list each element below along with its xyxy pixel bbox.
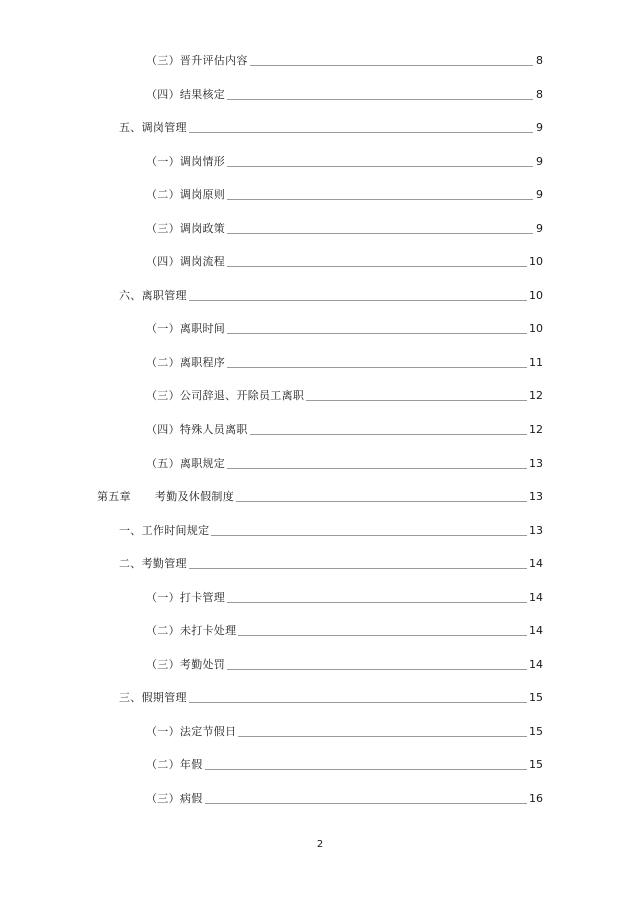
toc-entry-page: 12 — [529, 389, 543, 403]
toc-entry-page: 10 — [529, 288, 543, 302]
toc-leader-line — [189, 568, 527, 569]
toc-entry-page: 16 — [529, 792, 543, 806]
toc-entry-label — [97, 488, 235, 506]
toc-leader-line — [205, 803, 528, 804]
toc-entry-page: 15 — [529, 724, 543, 738]
toc-entry-label: （三）调岗政策 — [146, 220, 226, 238]
toc-entry-label: （三）公司辞退、开除员工离职 — [146, 387, 305, 405]
toc-leader-line — [227, 266, 527, 267]
toc-entry-page: 9 — [536, 121, 543, 135]
toc-entry-page: 13 — [529, 456, 543, 470]
toc-entry-page: 14 — [529, 624, 543, 638]
toc-entry-label: （二）调岗原则 — [146, 186, 226, 204]
toc-entry-label: （一）法定节假日 — [146, 723, 237, 741]
toc-entry-label: （一）打卡管理 — [146, 589, 226, 607]
toc-entry-page: 14 — [529, 590, 543, 604]
toc-entry-clock-in-management[interactable] — [0, 589, 640, 623]
toc-leader-line — [306, 400, 527, 401]
toc-entry-promotion-evaluation-content[interactable] — [0, 52, 640, 86]
toc-entry-transfer-policy[interactable] — [0, 220, 640, 254]
toc-leader-line — [227, 233, 533, 234]
toc-entry-label: （四）调岗流程 — [146, 253, 226, 271]
toc-entry-label: （三）考勤处罚 — [146, 656, 226, 674]
toc-entry-label: （一）调岗情形 — [146, 153, 226, 171]
toc-entry-resignation-procedure[interactable] — [0, 354, 640, 388]
toc-leader-line — [211, 535, 527, 536]
toc-entry-transfer-management[interactable] — [0, 119, 640, 153]
page-number: 2 — [316, 839, 324, 850]
toc-entry-page: 9 — [536, 221, 543, 235]
toc-entry-label: （二）离职程序 — [146, 354, 226, 372]
toc-entry-transfer-principles[interactable] — [0, 186, 640, 220]
toc-entry-page: 12 — [529, 423, 543, 437]
toc-leader-line — [236, 501, 527, 502]
toc-entry-working-hours[interactable] — [0, 522, 640, 556]
toc-entry-page: 13 — [529, 523, 543, 537]
toc-leader-line — [227, 602, 527, 603]
toc-entry-attendance-management[interactable] — [0, 555, 640, 589]
toc-entry-resignation-rules[interactable] — [0, 455, 640, 489]
toc-entry-statutory-holidays[interactable] — [0, 723, 640, 757]
toc-entry-label: （三）病假 — [146, 790, 204, 808]
toc-entry-label: 一、工作时间规定 — [119, 522, 210, 540]
toc-entry-page: 14 — [529, 557, 543, 571]
toc-entry-chapter-five[interactable] — [0, 488, 640, 522]
toc-entry-label: （二）年假 — [146, 756, 204, 774]
toc-entry-dismissal[interactable] — [0, 387, 640, 421]
toc-entry-page: 10 — [529, 255, 543, 269]
toc-entry-label: （三）晋升评估内容 — [146, 52, 249, 70]
toc-leader-line — [250, 434, 527, 435]
toc-entry-resignation-management[interactable] — [0, 287, 640, 321]
toc-entry-label: 六、离职管理 — [119, 287, 188, 305]
toc-leader-line — [238, 736, 527, 737]
toc-entry-label: （四）特殊人员离职 — [146, 421, 249, 439]
toc-entry-label: 三、假期管理 — [119, 689, 188, 707]
toc-leader-line — [250, 65, 533, 66]
toc-leader-line — [227, 669, 527, 670]
toc-entry-label: （四）结果核定 — [146, 86, 226, 104]
toc-leader-line — [227, 468, 527, 469]
toc-leader-line — [189, 132, 533, 133]
toc-leader-line — [238, 635, 527, 636]
toc-leader-line — [189, 702, 527, 703]
toc-entry-label: 五、调岗管理 — [119, 119, 188, 137]
toc-entry-page: 9 — [536, 188, 543, 202]
toc-leader-line — [227, 166, 533, 167]
toc-entry-leave-management[interactable] — [0, 689, 640, 723]
toc-entry-annual-leave[interactable] — [0, 756, 640, 790]
toc-entry-transfer-process[interactable] — [0, 253, 640, 287]
toc-chapter-title: 考勤及休假制度 — [154, 490, 235, 504]
toc-leader-line — [189, 300, 527, 301]
toc-leader-line — [205, 769, 528, 770]
toc-leader-line — [227, 367, 527, 368]
toc-entry-page: 9 — [536, 154, 543, 168]
toc-entry-page: 14 — [529, 657, 543, 671]
toc-entry-label: 二、考勤管理 — [119, 555, 188, 573]
toc-leader-line — [227, 99, 533, 100]
toc-entry-page: 8 — [536, 87, 543, 101]
toc-chapter-number: 第五章 — [97, 490, 131, 504]
toc-entry-page: 8 — [536, 54, 543, 67]
toc-entry-label: （五）离职规定 — [146, 455, 226, 473]
toc-entry-special-personnel-resignation[interactable] — [0, 421, 640, 455]
toc-entry-transfer-situations[interactable] — [0, 153, 640, 187]
toc-entry-label: （二）未打卡处理 — [146, 622, 237, 640]
toc-entry-page: 11 — [529, 355, 543, 369]
toc-entry-attendance-penalty[interactable] — [0, 656, 640, 690]
toc-entry-page: 13 — [529, 490, 543, 504]
toc-entry-page: 15 — [529, 758, 543, 772]
table-of-contents — [0, 52, 640, 824]
toc-entry-resignation-time[interactable] — [0, 320, 640, 354]
toc-entry-missed-clock-in[interactable] — [0, 622, 640, 656]
toc-entry-page: 10 — [529, 322, 543, 336]
toc-entry-page: 15 — [529, 691, 543, 705]
toc-entry-sick-leave[interactable] — [0, 790, 640, 824]
toc-leader-line — [227, 333, 527, 334]
toc-leader-line — [227, 199, 533, 200]
toc-entry-label: （一）离职时间 — [146, 320, 226, 338]
toc-entry-result-verification[interactable] — [0, 86, 640, 120]
